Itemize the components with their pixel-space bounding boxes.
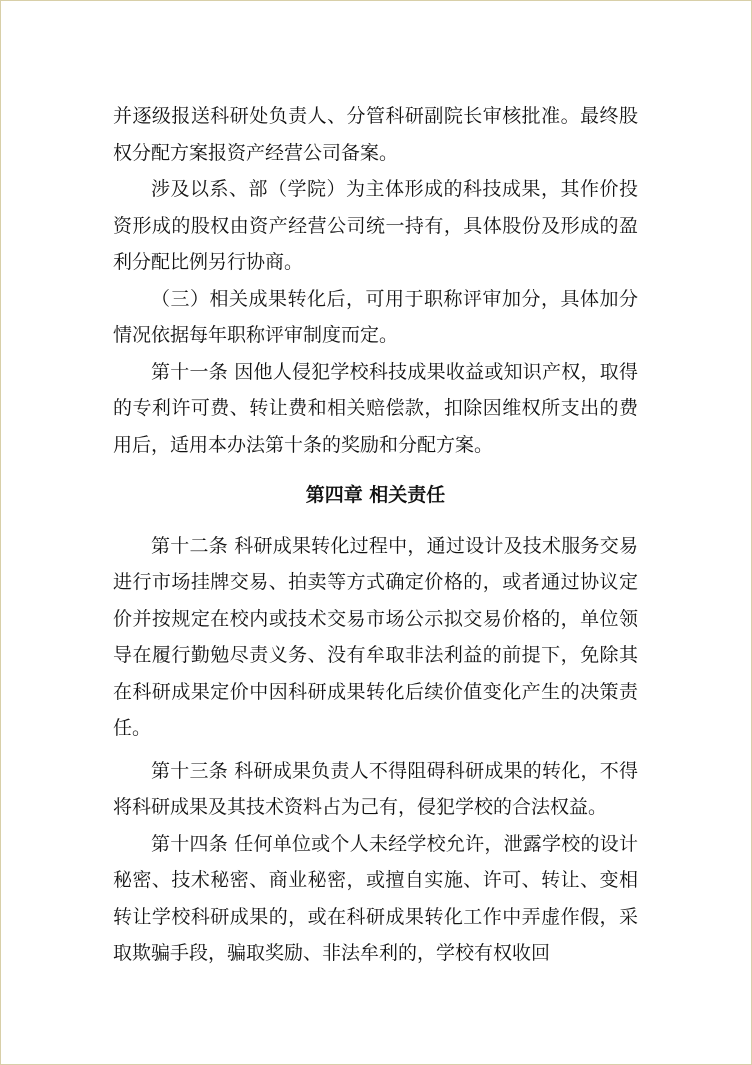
paragraph-article-13: 第十三条 科研成果负责人不得阻碍科研成果的转化，不得将科研成果及其技术资料占为己有，侵犯学校的合法权益。 [113,759,638,818]
document-body [113,98,638,972]
paragraph: 并逐级报送科研处负责人、分管科研副院长审核批准。最终股权分配方案报资产经营公司备案。 [113,105,638,164]
paragraph-article-12: 第十二条 科研成果转化过程中，通过设计及技术服务交易进行市场挂牌交易、拍卖等方式确定价格的，或者通过协议定价并按规定在校内或技术交易市场公示拟交易价格的，单位领导在履行勤勉尽责义务、没有牟取非法利益的前提下，免除其在科研成果定价中因科研成果转化后续价值变化产生的决策责任。 [113,534,638,739]
chapter-heading: 第四章 相关责任 [305,484,446,506]
paragraph-article-14: 第十四条 任何单位或个人未经学校允许，泄露学校的设计秘密、技术秘密、商业秘密，或擅自实施、许可、转让、变相转让学校科研成果的，或在科研成果转化工作中弄虚作假，采取欺骗手段，骗取奖励、非法牟利的，学校有权收回 [113,832,638,964]
paragraph-article-11: 第十一条 因他人侵犯学校科技成果收益或知识产权，取得的专利许可费、转让费和相关赔偿款，扣除因维权所支出的费用后，适用本办法第十条的奖励和分配方案。 [113,360,638,456]
paragraph: 涉及以系、部（学院）为主体形成的科技成果，其作价投资形成的股权由资产经营公司统一持有，具体股份及形成的盈利分配比例另行协商。 [113,178,638,273]
paragraph: （三）相关成果转化后，可用于职称评审加分，具体加分情况依据每年职称评审制度而定。 [113,287,638,346]
